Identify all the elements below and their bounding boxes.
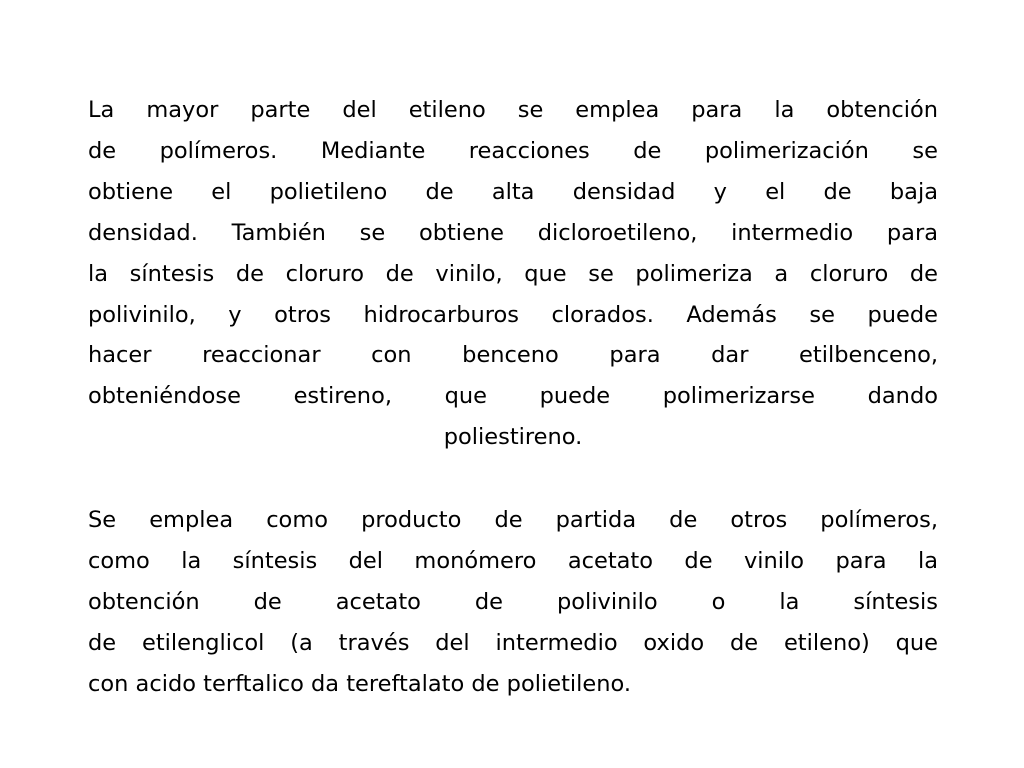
paragraph-ethylene-polymers xyxy=(88,90,938,458)
paragraph-line: Se emplea como producto de partida de otros polímeros, xyxy=(88,507,938,533)
paragraph-line: densidad. También se obtiene dicloroetileno, intermedio para xyxy=(88,219,938,246)
paragraph-line: como la síntesis del monómero acetato de vinilo para la xyxy=(88,547,938,574)
paragraph-line: obteniéndose estireno, que puede polimerizarse dando xyxy=(88,383,938,410)
paragraph-line: de polímeros. Mediante reacciones de polimerización se xyxy=(88,137,938,164)
paragraph-line: hacer reaccionar con benceno para dar etilbenceno, xyxy=(88,342,938,369)
paragraph-line: obtiene el polietileno de alta densidad y el de baja xyxy=(88,178,938,205)
paragraph-line: obtención de acetato de polivinilo o la síntesis xyxy=(88,588,938,615)
paragraph-line: de etilenglicol (a través del intermedio oxido de etileno) que xyxy=(88,629,938,656)
paragraph-line: polivinilo, y otros hidrocarburos clorados. Además se puede xyxy=(88,301,938,328)
paragraph-other-polymers xyxy=(88,500,938,705)
paragraph-line: La mayor parte del etileno se emplea para la obtención xyxy=(88,97,938,123)
paragraph-line: poliestireno. xyxy=(443,424,583,451)
paragraph-line: la síntesis de cloruro de vinilo, que se polimeriza a cloruro de xyxy=(88,260,938,287)
paragraph-line: con acido terftalico da tereftalato de polietileno. xyxy=(88,670,632,697)
